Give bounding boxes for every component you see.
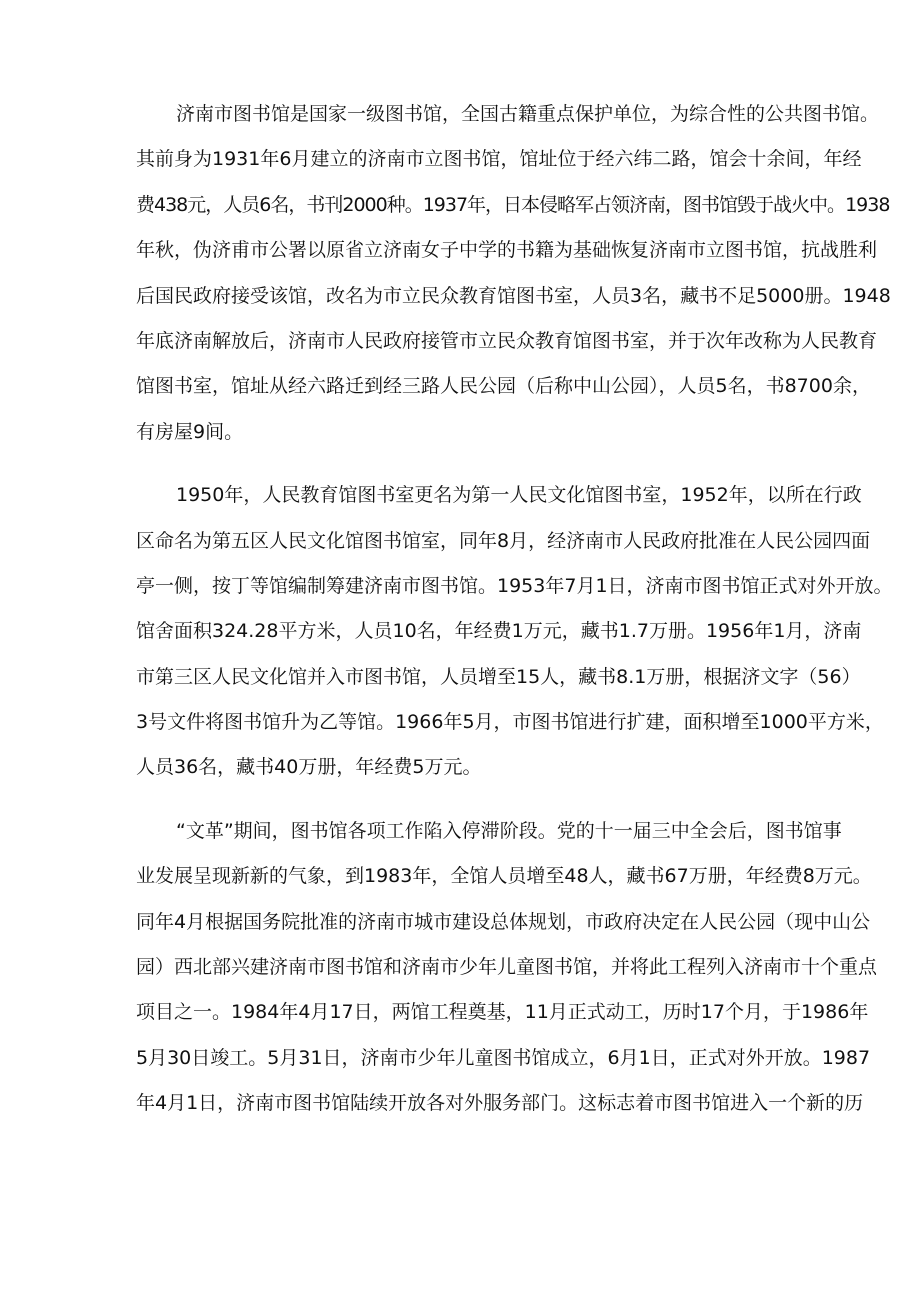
text-line: 后国民政府接受该馆，改名为市立民众教育馆图书室，人员3名，藏书不足5000册。1948 — [136, 284, 891, 307]
paragraph-1 — [136, 92, 891, 455]
text-line: 区命名为第五区人民文化馆图书馆室，同年8月，经济南市人民政府批准在人民公园四面 — [136, 529, 871, 552]
text-line: 馆图书室，馆址从经六路迁到经三路人民公园（后称中山公园），人员5名，书8700余， — [136, 375, 871, 398]
text-line: 同年4月根据国务院批准的济南市城市建设总体规划，市政府决定在人民公园（现中山公 — [136, 910, 871, 933]
text-line: 园）西北部兴建济南市图书馆和济南市少年儿童图书馆，并将此工程列入济南市十个重点 — [136, 956, 878, 979]
text-line: 其前身为1931年6月建立的济南市立图书馆，馆址位于经六纬二路，馆会十余间，年经 — [136, 148, 862, 171]
paragraph-2 — [136, 473, 893, 791]
text-line: 亭一侧，按丁等馆编制筹建济南市图书馆。1953年7月1日，济南市图书馆正式对外开放。 — [136, 574, 893, 597]
document-page — [136, 92, 893, 1145]
text-line: 济南市图书馆是国家一级图书馆，全国古籍重点保护单位，为综合性的公共图书馆。 — [176, 103, 880, 125]
paragraph-3 — [136, 809, 878, 1127]
text-line: 有房屋9间。 — [136, 420, 244, 443]
text-line: 人员36名，藏书40万册，年经费5万元。 — [136, 756, 482, 779]
text-line: 年4月1日，济南市图书馆陆续开放各对外服务部门。这标志着市图书馆进入一个新的历 — [136, 1092, 864, 1115]
text-line: 馆舍面积324.28平方米，人员10名，年经费1万元，藏书1.7万册。1956年1月，济南 — [136, 620, 862, 643]
text-line: 年秋，伪济甫市公署以原省立济南女子中学的书籍为基础恢复济南市立图书馆，抗战胜利 — [136, 239, 878, 262]
text-line: 3号文件将图书馆升为乙等馆。1966年5月，市图书馆进行扩建，面积增至1000平方米， — [136, 711, 884, 734]
text-line: 1950年，人民教育馆图书室更名为第一人民文化馆图书室，1952年，以所在行政 — [176, 484, 862, 507]
text-line: 项目之一。1984年4月17日，两馆工程奠基，11月正式动工，历时17个月，于1986年 — [136, 1001, 869, 1024]
text-line: 业发展呈现新新的气象，到1983年，全馆人员增至48人，藏书67万册，年经费8万元。 — [136, 865, 872, 888]
text-line: 5月30日竣工。5月31日，济南市少年儿童图书馆成立，6月1日，正式对外开放。1987 — [136, 1046, 871, 1069]
text-line: 市第三区人民文化馆并入市图书馆，人员增至15人，藏书8.1万册，根据济文字（56） — [136, 665, 861, 688]
text-line: “文革”期间，图书馆各项工作陷入停滞阶段。党的十一届三中全会后，图书馆事 — [176, 819, 842, 842]
text-line: 年底济南解放后，济南市人民政府接管市立民众教育馆图书室，并于次年改称为人民教育 — [136, 329, 878, 352]
text-line: 费438元，人员6名，书刊2000种。1937年，日本侵略军占领济南，图书馆毁于战火中。1938 — [136, 193, 890, 216]
